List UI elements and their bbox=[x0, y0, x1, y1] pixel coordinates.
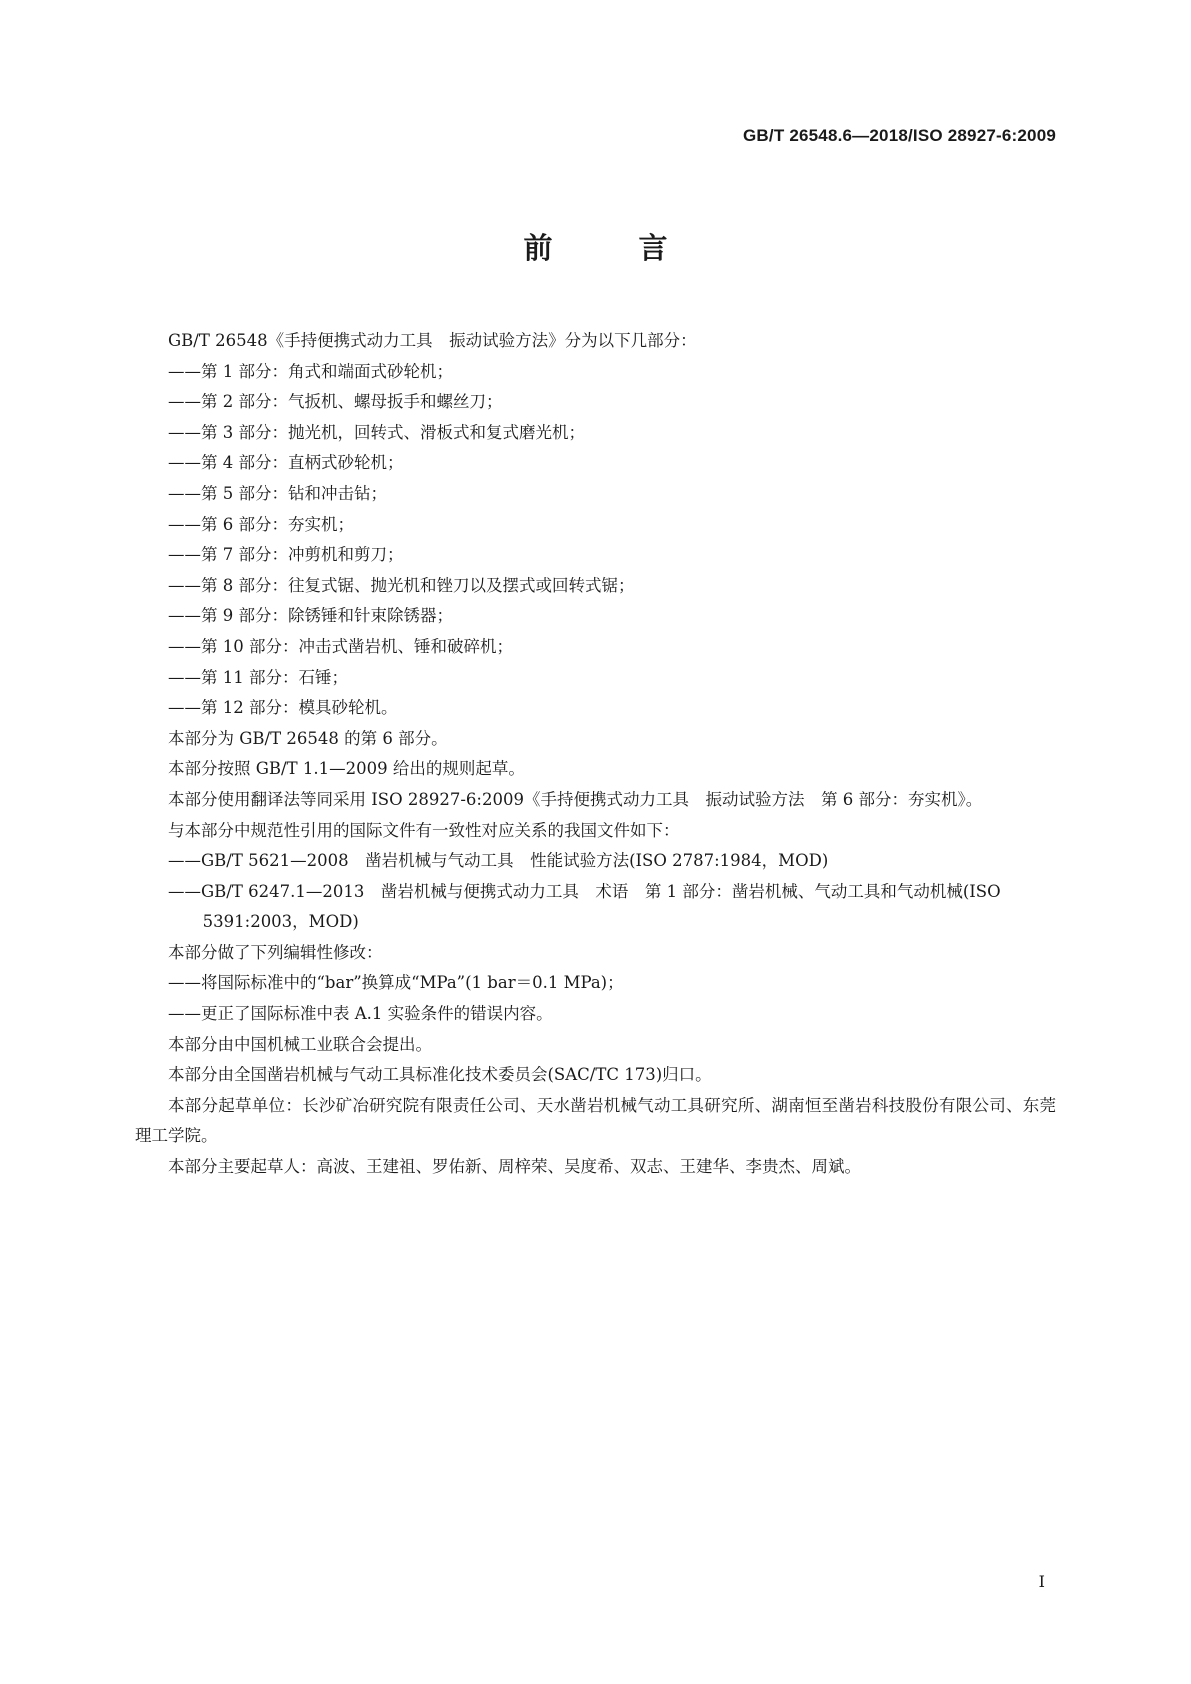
paragraph: GB/T 26548《手持便携式动力工具 振动试验方法》分为以下几部分： bbox=[168, 331, 697, 350]
list-item: ——第 4 部分：直柄式砂轮机； bbox=[168, 453, 404, 473]
list-item: ——第 7 部分：冲剪机和剪刀； bbox=[168, 545, 404, 565]
list-item: ——第 1 部分：角式和端面式砂轮机； bbox=[168, 361, 453, 381]
list-item: ——第 9 部分：除锈锤和针束除锈器； bbox=[168, 606, 453, 626]
list-item: ——第 3 部分：抛光机，回转式、滑板式和复式磨光机； bbox=[168, 422, 585, 442]
paragraph: 本部分按照 GB/T 1.1—2009 给出的规则起草。 bbox=[168, 759, 525, 779]
document-id: GB/T 26548.6—2018/ISO 28927-6:2009 bbox=[743, 126, 1056, 145]
list-item: ——第 11 部分：石锤； bbox=[168, 667, 348, 687]
paragraph: 本部分为 GB/T 26548 的第 6 部分。 bbox=[168, 728, 448, 748]
list-item: ——第 5 部分：钻和冲击钻； bbox=[168, 483, 387, 503]
paragraph: 本部分由全国凿岩机械与气动工具标准化技术委员会(SAC/TC 173)归口。 bbox=[168, 1065, 712, 1085]
paragraph: 本部分起草单位：长沙矿冶研究院有限责任公司、天水凿岩机械气动工具研究所、湖南恒至凿岩科技股份有限公司、东莞理工学院。 bbox=[135, 1095, 1056, 1146]
list-item: ——第 12 部分：模具砂轮机。 bbox=[168, 698, 398, 718]
foreword-body bbox=[135, 326, 1056, 1183]
paragraph: 与本部分中规范性引用的国际文件有一致性对应关系的我国文件如下： bbox=[168, 820, 680, 840]
list-item: ——第 2 部分：气扳机、螺母扳手和螺丝刀； bbox=[168, 392, 503, 412]
paragraph: 本部分主要起草人：高波、王建祖、罗佑新、周梓荣、吴度希、双志、王建华、李贵杰、周斌。 bbox=[168, 1157, 861, 1177]
paragraph: 本部分做了下列编辑性修改： bbox=[168, 942, 383, 962]
paragraph: 本部分使用翻译法等同采用 ISO 28927-6:2009《手持便携式动力工具 振动试验方法 第 6 部分：夯实机》。 bbox=[168, 789, 983, 809]
list-item: ——第 8 部分：往复式锯、抛光机和锉刀以及摆式或回转式锯； bbox=[168, 575, 635, 595]
list-item: ——GB/T 5621—2008 凿岩机械与气动工具 性能试验方法(ISO 2787:1984，MOD) bbox=[168, 851, 829, 871]
list-item: ——更正了国际标准中表 A.1 实验条件的错误内容。 bbox=[168, 1004, 553, 1024]
paragraph: 本部分由中国机械工业联合会提出。 bbox=[168, 1034, 432, 1054]
list-item: ——第 6 部分：夯实机； bbox=[168, 514, 354, 534]
page-number: I bbox=[1038, 1572, 1045, 1591]
list-item: ——将国际标准中的“bar”换算成“MPa”(1 bar＝0.1 MPa)； bbox=[168, 973, 624, 993]
page-title: 前 言 bbox=[523, 231, 706, 265]
list-item: ——第 10 部分：冲击式凿岩机、锤和破碎机； bbox=[168, 636, 513, 656]
list-item: ——GB/T 6247.1—2013 凿岩机械与便携式动力工具 术语 第 1 部分：凿岩机械、气动工具和气动机械(ISO 5391:2003，MOD) bbox=[168, 881, 1001, 932]
